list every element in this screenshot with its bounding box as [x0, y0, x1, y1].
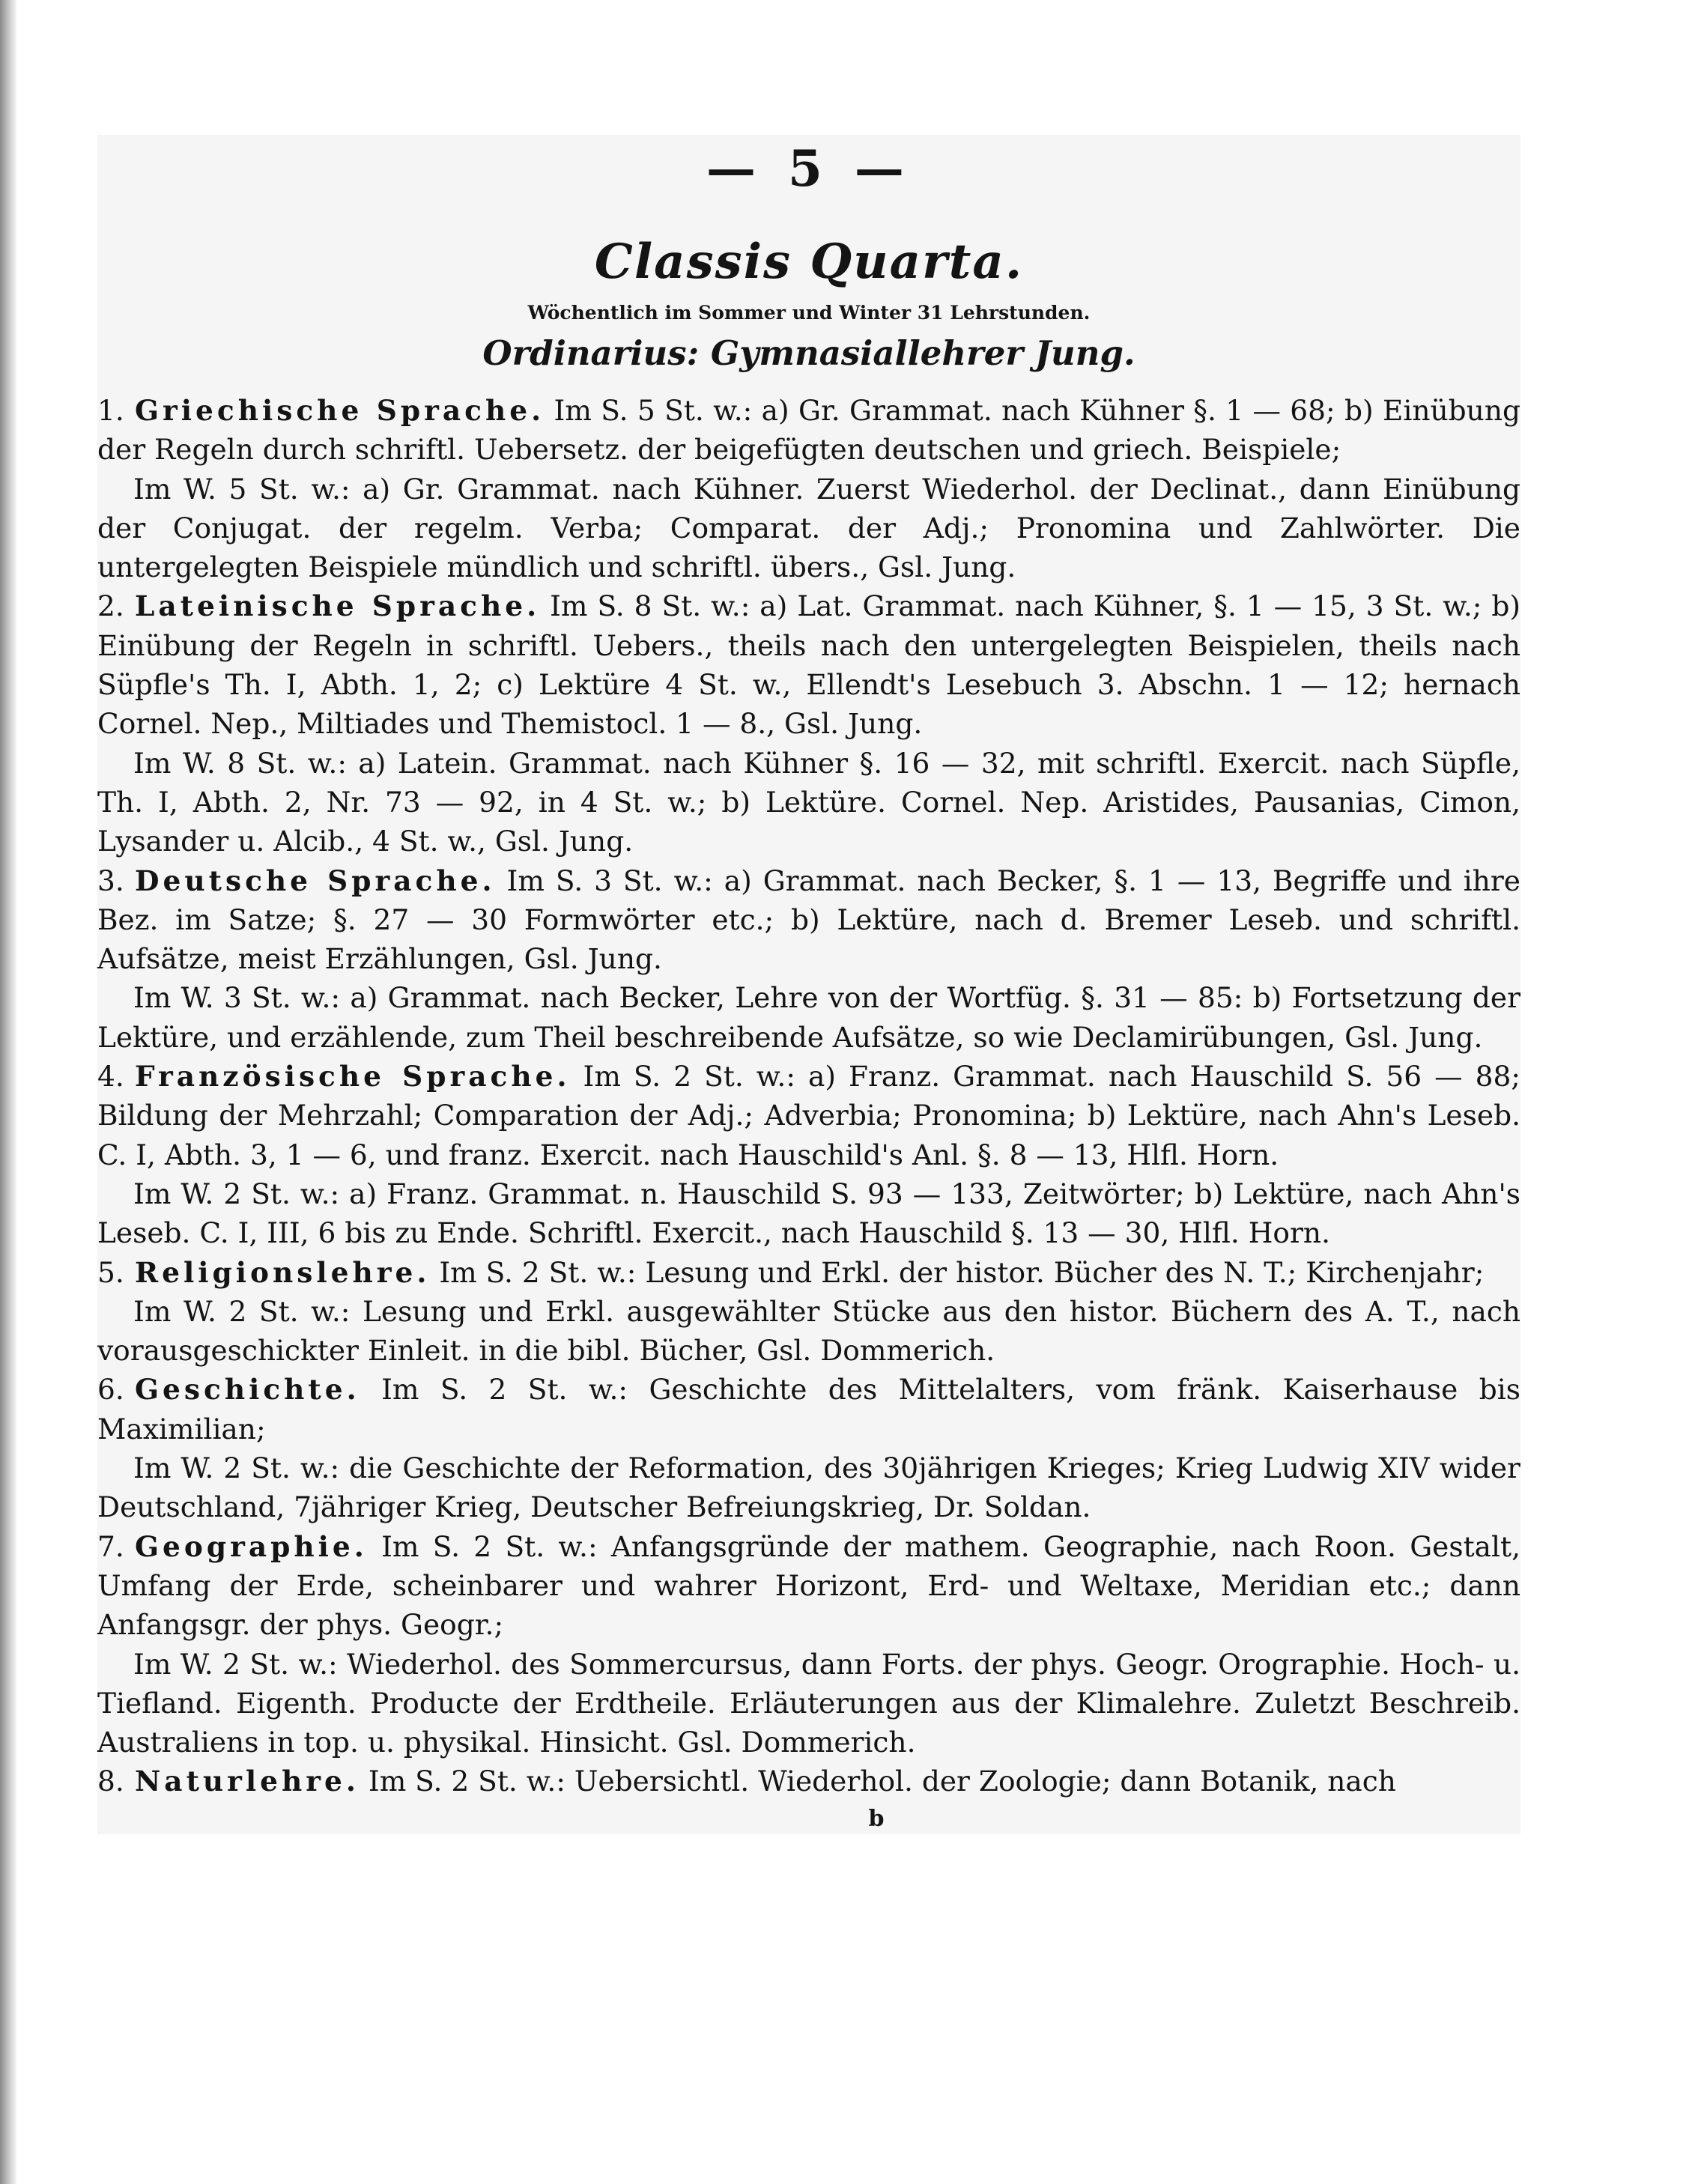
section-number: 5.	[97, 1255, 124, 1289]
section-winter-text: Im W. 2 St. w.: a) Franz. Grammat. n. Hauschild S. 93 — 133, Zeitwörter; b) Lektüre, nach Ahn's Leseb. C. I, III, 6 bis zu Ende. Schriftl. Exercit., nach Hauschild §. 13 — 30, Hlfl. Horn.	[97, 1177, 1520, 1250]
section-geography-winter	[97, 1645, 1520, 1762]
section-number: 7.	[97, 1529, 124, 1563]
section-greek	[97, 391, 1520, 470]
section-winter-text: Im W. 5 St. w.: a) Gr. Grammat. nach Kühner. Zuerst Wiederhol. der Declinat., dann Einübung der Conjugat. der regelm. Verba; Comparat. der Adj.; Pronomina und Zahlwörter. Die untergelegten Beispiele mündlich und schriftl. übers., Gsl. Jung.	[97, 472, 1520, 584]
section-winter-text: Im W. 2 St. w.: Lesung und Erkl. ausgewählter Stücke aus den histor. Büchern des A. T., nach vorausgeschickter Einleit. in die bibl. Bücher, Gsl. Dommerich.	[97, 1294, 1520, 1368]
section-history-winter	[97, 1449, 1520, 1527]
section-religion	[97, 1253, 1520, 1292]
section-summer-text: Im S. 8 St. w.: a) Lat. Grammat. nach Kühner, §. 1 — 15, 3 St. w.; b) Einübung der Regeln in schriftl. Uebers., theils nach den untergelegten Beispielen, theils nach Süpfle's Th. I, Abth. 1, 2; c) Lektüre 4 St. w., Ellendt's Lesebuch 3. Abschn. 1 — 12; hernach Cornel. Nep., Miltiades und Themistocl. 1 — 8., Gsl. Jung.	[97, 589, 1520, 741]
section-number: 8.	[97, 1765, 124, 1798]
section-religion-winter	[97, 1292, 1520, 1371]
section-summer-text: Im S. 3 St. w.: a) Grammat. nach Becker, §. 1 — 13, Begriffe und ihre Bez. im Satze; §. 27 — 30 Formwörter etc.; b) Lektüre, nach d. Bremer Leseb. und schriftl. Aufsätze, meist Erzählungen, Gsl. Jung.	[97, 864, 1520, 976]
section-summer-text: Im S. 2 St. w.: Anfangsgründe der mathem. Geographie, nach Roon. Gestalt, Umfang der Erde, scheinbarer und wahrer Horizont, Erd- und Weltaxe, Meridian etc.; dann Anfangsgr. der phys. Geogr.;	[97, 1529, 1520, 1642]
section-winter-text: Im W. 2 St. w.: Wiederhol. des Sommercursus, dann Forts. der phys. Geogr. Orographie. Hoch- u. Tiefland. Eigenth. Producte der Erdtheile. Erläuterungen aus der Klimalehre. Zuletzt Beschreib. Australiens in top. u. physikal. Hinsicht. Gsl. Dommerich.	[97, 1647, 1520, 1759]
page-title: Classis Quarta.	[594, 234, 1024, 290]
page-subtitle: Wöchentlich im Sommer und Winter 31 Lehrstunden.	[527, 302, 1091, 324]
section-heading: Naturlehre.	[135, 1765, 360, 1798]
section-heading: Religionslehre.	[135, 1255, 431, 1289]
section-summer-text: Im S. 2 St. w.: Uebersichtl. Wiederhol. der Zoologie; dann Botanik, nach	[368, 1765, 1396, 1798]
section-number: 1.	[97, 394, 124, 427]
section-summer-text: Im S. 2 St. w.: Geschichte des Mittelalters, vom fränk. Kaiserhause bis Maximilian;	[97, 1373, 1520, 1446]
section-german	[97, 861, 1520, 979]
section-heading: Deutsche Sprache.	[135, 864, 496, 897]
section-latin-winter	[97, 744, 1520, 861]
section-heading: Griechische Sprache.	[135, 394, 545, 427]
section-french	[97, 1057, 1520, 1174]
section-number: 4.	[97, 1060, 124, 1093]
section-heading: Lateinische Sprache.	[135, 589, 541, 623]
section-heading: Geographie.	[135, 1529, 368, 1563]
section-summer-text: Im S. 2 St. w.: Lesung und Erkl. der histor. Bücher des N. T.; Kirchenjahr;	[439, 1255, 1485, 1289]
section-winter-text: Im W. 2 St. w.: die Geschichte der Reformation, des 30jährigen Krieges; Krieg Ludwig XIV wider Deutschland, 7jähriger Krieg, Deutscher Befreiungskrieg, Dr. Soldan.	[97, 1452, 1520, 1524]
section-winter-text: Im W. 8 St. w.: a) Latein. Grammat. nach Kühner §. 16 — 32, mit schriftl. Exercit. nach Süpfle, Th. I, Abth. 2, Nr. 73 — 92, in 4 St. w.; b) Lektüre. Cornel. Nep. Aristides, Pausanias, Cimon, Lysander u. Alcib., 4 St. w., Gsl. Jung.	[97, 746, 1520, 858]
section-number: 2.	[97, 589, 124, 623]
ordinarius-line: Ordinarius: Gymnasiallehrer Jung.	[482, 333, 1135, 373]
section-summer-text: Im S. 2 St. w.: a) Franz. Grammat. nach Hauschild S. 56 — 88; Bildung der Mehrzahl; Comparation der Adj.; Adverbia; Pronomina; b) Lektüre, nach Ahn's Leseb. C. I, Abth. 3, 1 — 6, und franz. Exercit. nach Hauschild's Anl. §. 8 — 13, Hlfl. Horn.	[97, 1060, 1520, 1171]
section-number: 6.	[97, 1373, 124, 1407]
section-number: 3.	[97, 864, 124, 897]
document-page	[97, 135, 1520, 1834]
page-number: — 5 —	[706, 139, 912, 198]
section-french-winter	[97, 1174, 1520, 1253]
section-greek-winter	[97, 470, 1520, 587]
section-german-winter	[97, 978, 1520, 1057]
section-winter-text: Im W. 3 St. w.: a) Grammat. nach Becker, Lehre von der Wortfüg. §. 31 — 85: b) Fortsetzung der Lektüre, und erzählende, zum Theil beschreibende Aufsätze, so wie Declamirübungen, Gsl. Jung.	[97, 981, 1520, 1054]
section-heading: Französische Sprache.	[135, 1060, 571, 1093]
section-latin	[97, 586, 1520, 743]
signature-mark: b	[868, 1805, 885, 1832]
section-heading: Geschichte.	[135, 1373, 360, 1407]
section-history	[97, 1370, 1520, 1449]
section-geography	[97, 1527, 1520, 1645]
section-summer-text: Im S. 5 St. w.: a) Gr. Grammat. nach Kühner §. 1 — 68; b) Einübung der Regeln durch schriftl. Uebersetz. der beigefügten deutschen und griech. Beispiele;	[97, 394, 1520, 467]
section-natural-science	[97, 1762, 1520, 1801]
page-left-edge	[0, 0, 16, 2184]
curriculum-body	[97, 391, 1520, 1801]
